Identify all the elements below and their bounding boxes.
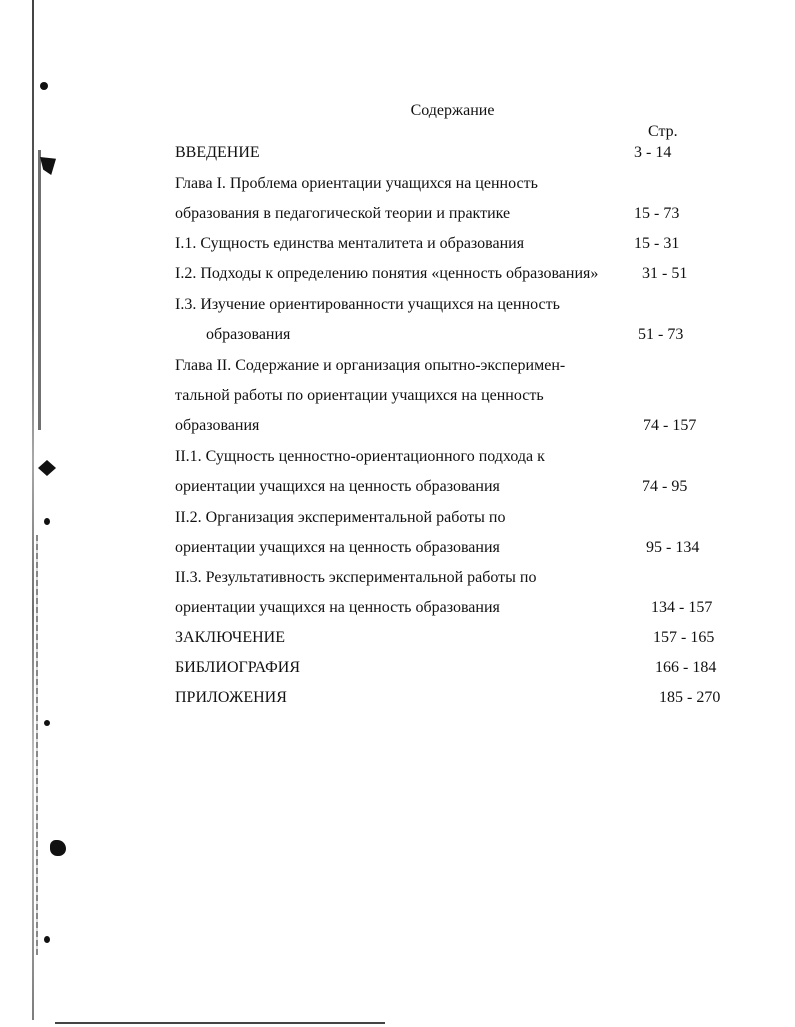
toc-entry-line: БИБЛИОГРАФИЯ (175, 659, 301, 676)
toc-entry-line: I.1. Сущность единства менталитета и образования (175, 235, 525, 252)
toc-entry-line: образования (175, 417, 260, 434)
toc-entry-line: II.3. Результативность экспериментальной работы по (175, 569, 537, 586)
toc-entry-line: II.1. Сущность ценностно-ориентационного подхода к (175, 448, 545, 465)
toc-entry-pages: 74 - 157 (643, 417, 697, 434)
punch-hole-mark (40, 157, 56, 175)
toc-entry-line: тальной работы по ориентации учащихся на ценность (175, 387, 544, 404)
toc-entry-line: образования в педагогической теории и практике (175, 205, 511, 222)
toc-entry-pages: 15 - 73 (634, 205, 680, 222)
toc-entry-pages: 15 - 31 (634, 235, 680, 252)
toc-entry-line: ориентации учащихся на ценность образования (175, 539, 500, 556)
punch-hole-mark (40, 82, 48, 90)
toc-entry-pages: 3 - 14 (634, 144, 672, 161)
toc-entry-pages: 74 - 95 (642, 478, 688, 495)
pages-column-header: Стр. (648, 123, 678, 140)
toc-entry-line: II.2. Организация экспериментальной работы по (175, 509, 506, 526)
toc-entry-line: образования (206, 326, 291, 343)
toc-entry-line: ЗАКЛЮЧЕНИЕ (175, 629, 285, 646)
toc-entry-pages: 166 - 184 (655, 659, 717, 676)
toc-entry-line: Глава II. Содержание и организация опытно-эксперимен- (175, 357, 566, 374)
toc-entry-line: ориентации учащихся на ценность образования (175, 478, 500, 495)
toc-entry-line: ПРИЛОЖЕНИЯ (175, 689, 287, 706)
punch-hole-mark (44, 936, 50, 943)
toc-entry-pages: 95 - 134 (646, 539, 700, 556)
toc-entry-line: Глава I. Проблема ориентации учащихся на ценность (175, 175, 538, 192)
punch-hole-mark (44, 518, 50, 525)
scan-bottom-line (55, 1022, 385, 1024)
scan-edge-artifact (36, 535, 38, 955)
toc-entry-line: ориентации учащихся на ценность образования (175, 599, 500, 616)
toc-entry-pages: 134 - 157 (651, 599, 713, 616)
punch-hole-mark (44, 720, 50, 726)
toc-entry-line: I.2. Подходы к определению понятия «ценность образования» (175, 265, 599, 282)
punch-hole-mark (50, 840, 66, 856)
scan-edge-artifact (38, 150, 41, 430)
toc-entry-pages: 31 - 51 (642, 265, 688, 282)
toc-entry-pages: 185 - 270 (659, 689, 721, 706)
toc-entry-line: I.3. Изучение ориентированности учащихся на ценность (175, 296, 560, 313)
punch-hole-mark (38, 460, 56, 476)
scan-edge-artifact (32, 0, 34, 1020)
page-title: Содержание (410, 102, 495, 119)
toc-entry-pages: 51 - 73 (638, 326, 684, 343)
toc-entry-line: ВВЕДЕНИЕ (175, 144, 260, 161)
toc-entry-pages: 157 - 165 (653, 629, 715, 646)
